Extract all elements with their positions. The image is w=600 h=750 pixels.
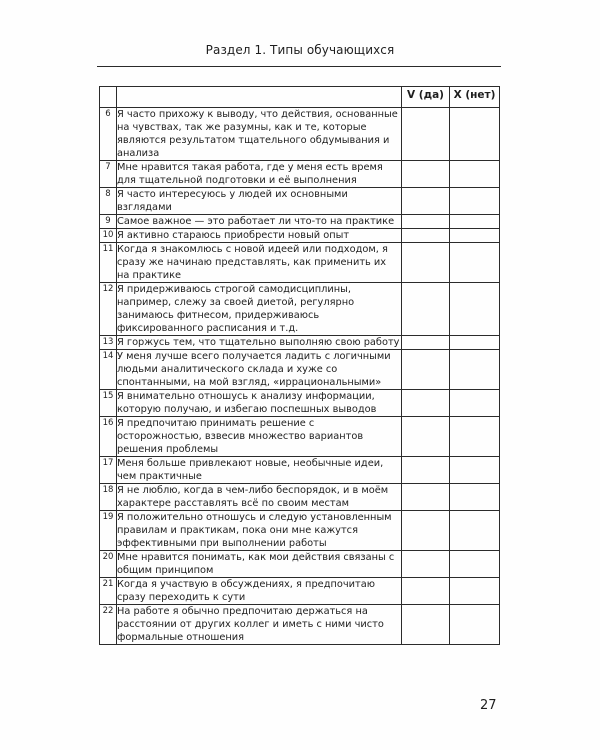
yes-answer-cell[interactable] [402, 578, 450, 605]
column-header-number [100, 87, 117, 108]
yes-answer-cell[interactable] [402, 390, 450, 417]
row-number: 8 [100, 188, 117, 215]
table-row [100, 390, 500, 417]
row-statement: Когда я участвую в обсуждениях, я предпочитаю сразу переходить к сути [117, 578, 402, 605]
row-number: 9 [100, 215, 117, 229]
table-row [100, 215, 500, 229]
table-row [100, 457, 500, 484]
table-row [100, 578, 500, 605]
row-number: 15 [100, 390, 117, 417]
row-statement: Меня больше привлекают новые, необычные идеи, чем практичные [117, 457, 402, 484]
yes-answer-cell[interactable] [402, 484, 450, 511]
row-statement: Я часто интересуюсь у людей их основными взглядами [117, 188, 402, 215]
no-answer-cell[interactable] [450, 457, 500, 484]
no-answer-cell[interactable] [450, 605, 500, 645]
table-header-row [100, 87, 500, 108]
table-row [100, 417, 500, 457]
row-number: 6 [100, 108, 117, 161]
row-number: 21 [100, 578, 117, 605]
yes-answer-cell[interactable] [402, 511, 450, 551]
table-row [100, 336, 500, 350]
yes-answer-cell[interactable] [402, 161, 450, 188]
no-answer-cell[interactable] [450, 417, 500, 457]
row-statement: Я активно стараюсь приобрести новый опыт [117, 229, 402, 243]
questionnaire-table [99, 86, 500, 645]
row-number: 13 [100, 336, 117, 350]
table-row [100, 161, 500, 188]
no-answer-cell[interactable] [450, 243, 500, 283]
row-statement: Я положительно отношусь и следую установленным правилам и практикам, пока они мне кажутся эффективными при выполнении работы [117, 511, 402, 551]
yes-answer-cell[interactable] [402, 350, 450, 390]
row-number: 19 [100, 511, 117, 551]
row-number: 10 [100, 229, 117, 243]
yes-answer-cell[interactable] [402, 108, 450, 161]
no-answer-cell[interactable] [450, 390, 500, 417]
yes-answer-cell[interactable] [402, 229, 450, 243]
yes-answer-cell[interactable] [402, 336, 450, 350]
yes-answer-cell[interactable] [402, 283, 450, 336]
header-divider [97, 66, 501, 67]
no-answer-cell[interactable] [450, 283, 500, 336]
row-statement: Мне нравится понимать, как мои действия связаны с общим принципом [117, 551, 402, 578]
yes-answer-cell[interactable] [402, 188, 450, 215]
row-statement: На работе я обычно предпочитаю держаться на расстоянии от других коллег и иметь с ними чисто формальные отношения [117, 605, 402, 645]
yes-answer-cell[interactable] [402, 215, 450, 229]
table-row [100, 511, 500, 551]
row-number: 18 [100, 484, 117, 511]
no-answer-cell[interactable] [450, 108, 500, 161]
no-answer-cell[interactable] [450, 336, 500, 350]
no-answer-cell[interactable] [450, 161, 500, 188]
row-number: 11 [100, 243, 117, 283]
column-header-yes: V (да) [402, 87, 450, 108]
table-row [100, 229, 500, 243]
row-statement: У меня лучше всего получается ладить с логичными людьми аналитического склада и хуже со спонтанными, на мой взгляд, «иррациональными» [117, 350, 402, 390]
row-number: 7 [100, 161, 117, 188]
row-statement: Я не люблю, когда в чем-либо беспорядок, и в моём характере расставлять всё по своим местам [117, 484, 402, 511]
table-row [100, 108, 500, 161]
row-statement: Я часто прихожу к выводу, что действия, основанные на чувствах, так же разумны, как и те, которые являются результатом тщательного обдумывания и анализа [117, 108, 402, 161]
running-header: Раздел 1. Типы обучающихся [205, 43, 395, 57]
column-header-no: X (нет) [450, 87, 500, 108]
row-statement: Я горжусь тем, что тщательно выполняю свою работу [117, 336, 402, 350]
row-number: 14 [100, 350, 117, 390]
yes-answer-cell[interactable] [402, 605, 450, 645]
no-answer-cell[interactable] [450, 578, 500, 605]
no-answer-cell[interactable] [450, 350, 500, 390]
row-statement: Мне нравится такая работа, где у меня есть время для тщательной подготовки и её выполнения [117, 161, 402, 188]
table-row [100, 551, 500, 578]
row-statement: Я внимательно отношусь к анализу информации, которую получаю, и избегаю поспешных выводов [117, 390, 402, 417]
row-number: 22 [100, 605, 117, 645]
yes-answer-cell[interactable] [402, 243, 450, 283]
page-number: 27 [480, 698, 497, 713]
table-row [100, 243, 500, 283]
row-statement: Я предпочитаю принимать решение с осторожностью, взвесив множество вариантов решения проблемы [117, 417, 402, 457]
no-answer-cell[interactable] [450, 215, 500, 229]
row-number: 16 [100, 417, 117, 457]
no-answer-cell[interactable] [450, 188, 500, 215]
no-answer-cell[interactable] [450, 229, 500, 243]
row-statement: Я придерживаюсь строгой самодисциплины, например, слежу за своей диетой, регулярно занимаюсь фитнесом, придерживаюсь фиксированного расписания и т.д. [117, 283, 402, 336]
row-statement: Когда я знакомлюсь с новой идеей или подходом, я сразу же начинаю представлять, как применить их на практике [117, 243, 402, 283]
yes-answer-cell[interactable] [402, 457, 450, 484]
row-number: 17 [100, 457, 117, 484]
column-header-statement [117, 87, 402, 108]
no-answer-cell[interactable] [450, 484, 500, 511]
row-number: 12 [100, 283, 117, 336]
table-row [100, 350, 500, 390]
yes-answer-cell[interactable] [402, 417, 450, 457]
no-answer-cell[interactable] [450, 511, 500, 551]
row-number: 20 [100, 551, 117, 578]
yes-answer-cell[interactable] [402, 551, 450, 578]
row-statement: Самое важное — это работает ли что-то на практике [117, 215, 402, 229]
table-row [100, 484, 500, 511]
table-row [100, 283, 500, 336]
no-answer-cell[interactable] [450, 551, 500, 578]
table-row [100, 188, 500, 215]
table-row [100, 605, 500, 645]
